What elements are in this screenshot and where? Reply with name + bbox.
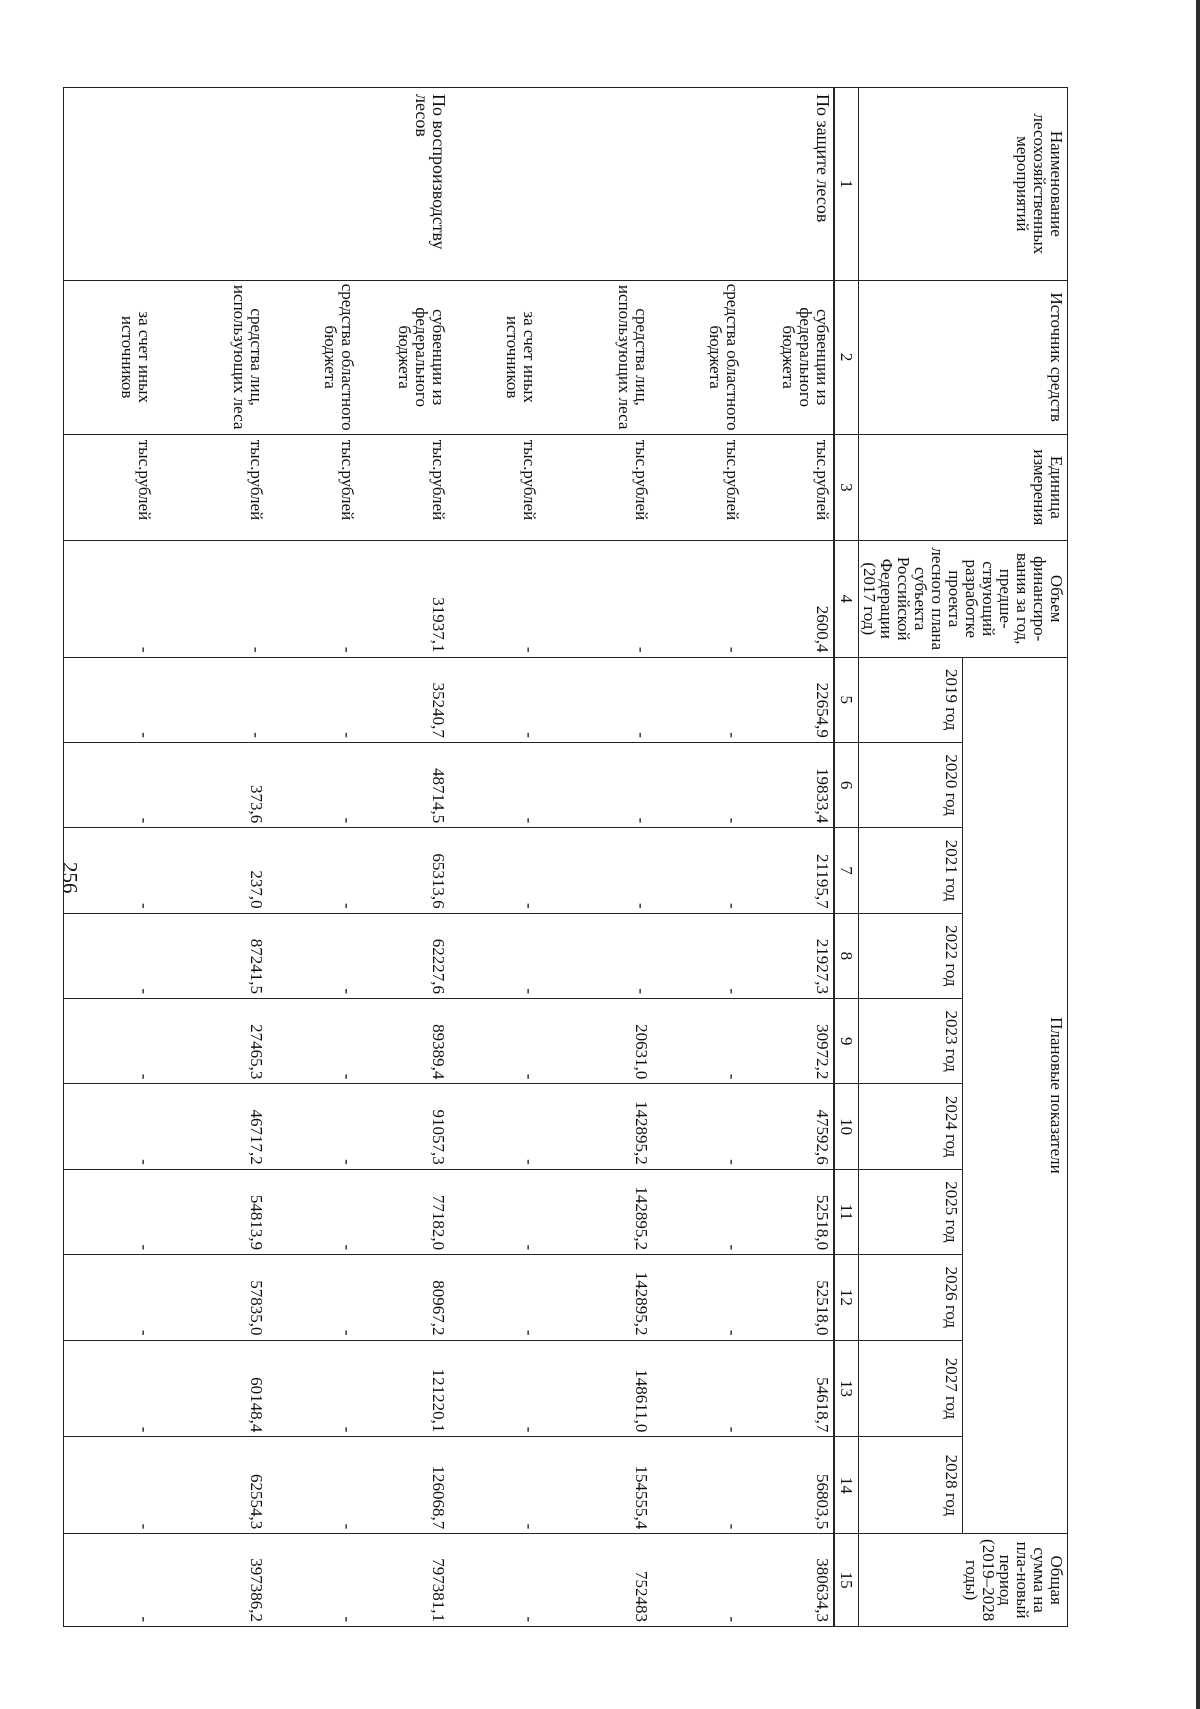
- year-value-cell: 54813,9: [155, 1169, 267, 1254]
- year-value-cell: -: [64, 999, 155, 1084]
- year-value-cell: -: [267, 657, 358, 742]
- funding-source-cell: средства лиц, использующих леса: [155, 280, 267, 434]
- year-value-cell: -: [267, 828, 358, 913]
- header-year: 2025 год: [859, 1169, 964, 1254]
- total-cell: 797381,1: [358, 1534, 449, 1627]
- activity-name-cell: [64, 88, 155, 281]
- year-value-cell: -: [449, 1340, 540, 1437]
- year-value-cell: 91057,3: [358, 1084, 449, 1169]
- unit-cell: тыс.рублей: [358, 434, 449, 540]
- year-value-cell: 54618,7: [743, 1340, 834, 1437]
- table-row: [449, 88, 540, 1627]
- header-year: 2028 год: [859, 1437, 964, 1534]
- table-row: [652, 88, 743, 1627]
- year-value-cell: 22654,9: [743, 657, 834, 742]
- year-value-cell: 80967,2: [358, 1255, 449, 1340]
- funding-source-cell: субвенции из федерального бюджета: [358, 280, 449, 434]
- year-value-cell: -: [449, 913, 540, 998]
- header-year: 2022 год: [859, 913, 964, 998]
- year-value-cell: -: [267, 1437, 358, 1534]
- year-value-cell: 20631,0: [540, 999, 652, 1084]
- year-value-cell: -: [652, 1255, 743, 1340]
- header-year: 2023 год: [859, 999, 964, 1084]
- column-number: 12: [834, 1255, 859, 1340]
- column-number: 10: [834, 1084, 859, 1169]
- funding-source-cell: субвенции из федерального бюджета: [743, 280, 834, 434]
- funding-source-cell: за счет иных источников: [64, 280, 155, 434]
- year-value-cell: -: [64, 1340, 155, 1437]
- year-value-cell: -: [540, 742, 652, 827]
- header-base-volume: Объем финансиро-вания за год, предше-ствующий разработке проекта лесного плана субъекта Российской Федерации (2017 год): [859, 540, 1068, 657]
- header-year: 2020 год: [859, 742, 964, 827]
- year-value-cell: -: [267, 1169, 358, 1254]
- scan-edge: [1196, 0, 1200, 1709]
- base-volume-cell: 31937,1: [358, 540, 449, 657]
- base-volume-cell: -: [652, 540, 743, 657]
- year-value-cell: 126068,7: [358, 1437, 449, 1534]
- activity-name-cell: По защите лесов: [743, 88, 834, 281]
- year-value-cell: -: [449, 828, 540, 913]
- year-value-cell: -: [540, 828, 652, 913]
- year-value-cell: 62227,6: [358, 913, 449, 998]
- year-value-cell: 47592,6: [743, 1084, 834, 1169]
- year-value-cell: -: [267, 1084, 358, 1169]
- base-volume-cell: -: [449, 540, 540, 657]
- year-value-cell: -: [449, 657, 540, 742]
- forestry-financing-table: [64, 87, 1069, 1627]
- funding-source-cell: средства областного бюджета: [267, 280, 358, 434]
- year-value-cell: -: [652, 742, 743, 827]
- activity-name-cell: [449, 88, 540, 281]
- table-row: [64, 88, 155, 1627]
- total-cell: 380634,3: [743, 1534, 834, 1627]
- year-value-cell: -: [64, 1169, 155, 1254]
- column-number: 1: [834, 88, 859, 281]
- year-value-cell: 56803,5: [743, 1437, 834, 1534]
- year-value-cell: 35240,7: [358, 657, 449, 742]
- base-volume-cell: 2600,4: [743, 540, 834, 657]
- column-number: 3: [834, 434, 859, 540]
- activity-name-cell: [540, 88, 652, 281]
- unit-cell: тыс.рублей: [449, 434, 540, 540]
- year-value-cell: -: [652, 828, 743, 913]
- year-value-cell: -: [267, 999, 358, 1084]
- year-value-cell: 65313,6: [358, 828, 449, 913]
- year-value-cell: -: [449, 999, 540, 1084]
- year-value-cell: 237,0: [155, 828, 267, 913]
- year-value-cell: 52518,0: [743, 1255, 834, 1340]
- year-value-cell: -: [449, 1084, 540, 1169]
- unit-cell: тыс.рублей: [743, 434, 834, 540]
- column-number: 2: [834, 280, 859, 434]
- table-row: [540, 88, 652, 1627]
- year-value-cell: -: [540, 657, 652, 742]
- header-year: 2019 год: [859, 657, 964, 742]
- base-volume-cell: -: [155, 540, 267, 657]
- base-volume-cell: -: [267, 540, 358, 657]
- year-value-cell: 154555,4: [540, 1437, 652, 1534]
- year-value-cell: -: [652, 1084, 743, 1169]
- year-value-cell: 48714,5: [358, 742, 449, 827]
- rotated-table-wrapper: [118, 87, 1068, 1627]
- column-number: 15: [834, 1534, 859, 1627]
- year-value-cell: -: [64, 1437, 155, 1534]
- base-volume-cell: -: [540, 540, 652, 657]
- header-total: Общая сумма на пла-новый период (2019–2028 годы): [859, 1534, 1068, 1627]
- total-cell: -: [449, 1534, 540, 1627]
- funding-source-cell: средства областного бюджета: [652, 280, 743, 434]
- unit-cell: тыс.рублей: [652, 434, 743, 540]
- year-value-cell: -: [652, 999, 743, 1084]
- column-number: 13: [834, 1340, 859, 1437]
- header-year: 2024 год: [859, 1084, 964, 1169]
- column-number: 11: [834, 1169, 859, 1254]
- header-year: 2027 год: [859, 1340, 964, 1437]
- year-value-cell: -: [64, 1084, 155, 1169]
- header-planned-indicators: Плановые показатели: [963, 657, 1068, 1534]
- unit-cell: тыс.рублей: [540, 434, 652, 540]
- year-value-cell: -: [449, 1255, 540, 1340]
- year-value-cell: -: [652, 913, 743, 998]
- year-value-cell: 77182,0: [358, 1169, 449, 1254]
- year-value-cell: 142895,2: [540, 1255, 652, 1340]
- total-cell: -: [64, 1534, 155, 1627]
- year-value-cell: 89389,4: [358, 999, 449, 1084]
- year-value-cell: -: [267, 742, 358, 827]
- column-number-row: [834, 88, 859, 1627]
- column-number: 7: [834, 828, 859, 913]
- year-value-cell: -: [449, 1169, 540, 1254]
- header-year: 2026 год: [859, 1255, 964, 1340]
- year-value-cell: -: [267, 913, 358, 998]
- year-value-cell: -: [652, 1437, 743, 1534]
- activity-name-cell: По воспроизводству лесов: [358, 88, 449, 281]
- year-value-cell: 142895,2: [540, 1084, 652, 1169]
- total-cell: -: [652, 1534, 743, 1627]
- year-value-cell: -: [449, 742, 540, 827]
- year-value-cell: 21927,3: [743, 913, 834, 998]
- table-row: [267, 88, 358, 1627]
- year-value-cell: -: [652, 657, 743, 742]
- total-cell: 397386,2: [155, 1534, 267, 1627]
- table-row: [743, 88, 834, 1627]
- header-year: 2021 год: [859, 828, 964, 913]
- year-value-cell: -: [267, 1340, 358, 1437]
- column-number: 6: [834, 742, 859, 827]
- year-value-cell: -: [64, 657, 155, 742]
- year-value-cell: 21195,7: [743, 828, 834, 913]
- year-value-cell: 62554,3: [155, 1437, 267, 1534]
- column-number: 4: [834, 540, 859, 657]
- table-row: [358, 88, 449, 1627]
- year-value-cell: 373,6: [155, 742, 267, 827]
- year-value-cell: -: [540, 913, 652, 998]
- header-row-group: [963, 88, 1068, 1627]
- year-value-cell: 121220,1: [358, 1340, 449, 1437]
- year-value-cell: 30972,2: [743, 999, 834, 1084]
- year-value-cell: -: [267, 1255, 358, 1340]
- unit-cell: тыс.рублей: [64, 434, 155, 540]
- year-value-cell: 87241,5: [155, 913, 267, 998]
- unit-cell: тыс.рублей: [155, 434, 267, 540]
- header-unit: Единица измерения: [859, 434, 1068, 540]
- year-value-cell: -: [652, 1340, 743, 1437]
- column-number: 14: [834, 1437, 859, 1534]
- total-cell: 752483: [540, 1534, 652, 1627]
- year-value-cell: -: [652, 1169, 743, 1254]
- activity-name-cell: [652, 88, 743, 281]
- year-value-cell: 19833,4: [743, 742, 834, 827]
- year-value-cell: -: [64, 1255, 155, 1340]
- header-name: Наименование лесохозяйственных мероприятий: [859, 88, 1068, 281]
- column-number: 8: [834, 913, 859, 998]
- base-volume-cell: -: [64, 540, 155, 657]
- year-value-cell: 57835,0: [155, 1255, 267, 1340]
- year-value-cell: -: [449, 1437, 540, 1534]
- year-value-cell: 27465,3: [155, 999, 267, 1084]
- funding-source-cell: средства лиц, использующих леса: [540, 280, 652, 434]
- activity-name-cell: [155, 88, 267, 281]
- column-number: 9: [834, 999, 859, 1084]
- column-number: 5: [834, 657, 859, 742]
- year-value-cell: 52518,0: [743, 1169, 834, 1254]
- total-cell: -: [267, 1534, 358, 1627]
- year-value-cell: -: [155, 657, 267, 742]
- year-value-cell: -: [64, 828, 155, 913]
- funding-source-cell: за счет иных источников: [449, 280, 540, 434]
- year-value-cell: 148611,0: [540, 1340, 652, 1437]
- year-value-cell: 46717,2: [155, 1084, 267, 1169]
- unit-cell: тыс.рублей: [267, 434, 358, 540]
- table-row: [155, 88, 267, 1627]
- header-source: Источник средств: [859, 280, 1068, 434]
- page-number: 256: [58, 862, 82, 894]
- table-body: [64, 88, 834, 1627]
- year-value-cell: 60148,4: [155, 1340, 267, 1437]
- year-value-cell: -: [64, 742, 155, 827]
- year-value-cell: -: [64, 913, 155, 998]
- activity-name-cell: [267, 88, 358, 281]
- year-value-cell: 142895,2: [540, 1169, 652, 1254]
